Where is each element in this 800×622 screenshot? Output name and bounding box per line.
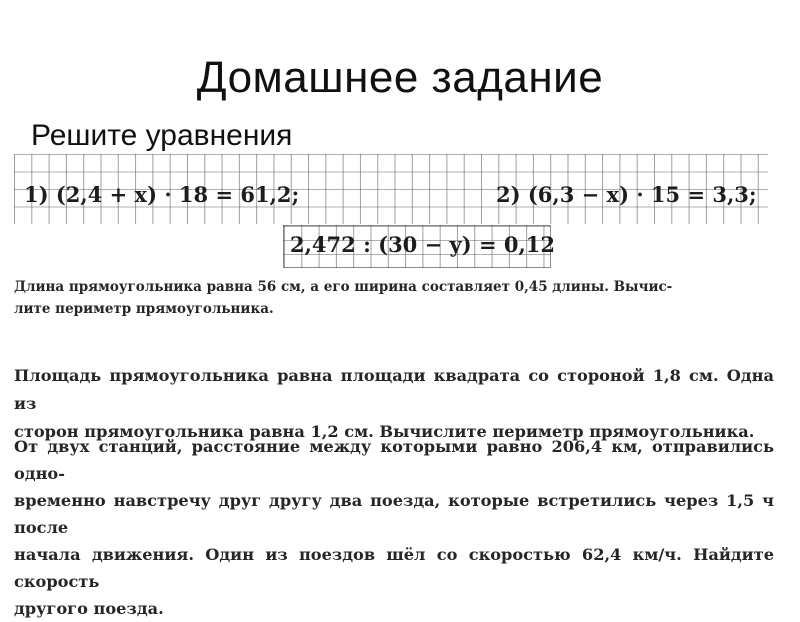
problem-line: другого поезда.: [14, 599, 164, 618]
problem-line: лите периметр прямоугольника.: [14, 301, 274, 317]
problem-line: сторон прямоугольника равна 1,2 см. Вычислите периметр прямоугольника.: [14, 422, 755, 441]
problem-line: временно навстречу друг другу два поезда, которые встретились через 1,5 ч после: [14, 491, 774, 537]
problem-rectangle-length: [14, 276, 774, 320]
problem-line: От двух станций, расстояние между которыми равно 206,4 км, отправились одно-: [14, 437, 774, 483]
slide-subtitle: Решите уравнения: [31, 119, 293, 151]
problem-line: Площадь прямоугольника равна площади квадрата со стороной 1,8 см. Одна из: [14, 366, 774, 413]
problem-line: Длина прямоугольника равна 56 см, а его ширина составляет 0,45 длины. Вычис-: [14, 279, 673, 295]
equation-1: 1) (2,4 + x) · 18 = 61,2;: [24, 182, 300, 207]
equation-3: 2,472 : (30 − y) = 0,12: [290, 232, 556, 257]
slide-title: Домашнее задание: [196, 53, 604, 102]
problem-trains: [14, 433, 774, 622]
problem-line: начала движения. Один из поездов шёл со скоростью 62,4 км/ч. Найдите скорость: [14, 545, 774, 591]
equation-2: 2) (6,3 − x) · 15 = 3,3;: [496, 182, 757, 207]
